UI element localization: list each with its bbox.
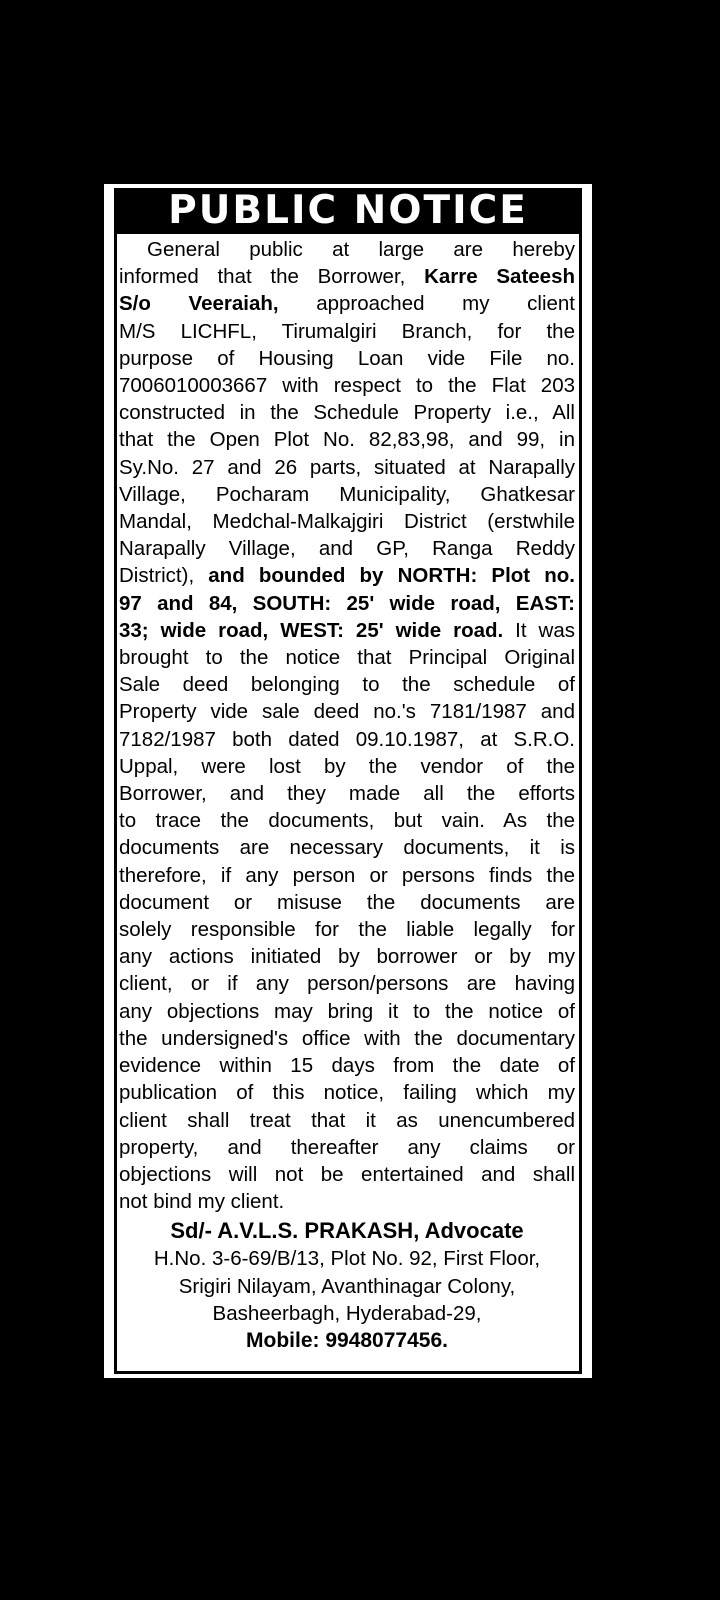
bold-text: 33; wide road, WEST: 25' wide road. [119, 618, 504, 642]
text-segment: District), [119, 564, 209, 588]
text-segment: evidence within 15 days from the date of [119, 1054, 575, 1078]
text-segment: any actions initiated by borrower or by my [119, 945, 575, 969]
notice-line [119, 998, 575, 1025]
address-line: Basheerbagh, Hyderabad-29, [212, 1301, 482, 1325]
notice-line [119, 426, 575, 453]
notice-line [119, 834, 575, 861]
signatory-name: Sd/- A.V.L.S. PRAKASH, Advocate [170, 1218, 524, 1244]
text-segment: publication of this notice, failing which my [119, 1081, 575, 1105]
notice-line [119, 1079, 575, 1106]
text-segment: 7182/1987 both dated 09.10.1987, at S.R.O. [119, 727, 575, 751]
notice-line [119, 535, 575, 562]
text-segment: approached my client [278, 292, 575, 316]
notice-line [119, 1161, 575, 1188]
notice-line [119, 1107, 575, 1134]
notice-line [119, 807, 575, 834]
text-segment: Sy.No. 27 and 26 parts, situated at Narapally [119, 455, 575, 479]
notice-frame [114, 188, 582, 1374]
notice-line [119, 753, 575, 780]
text-segment: that the Open Plot No. 82,83,98, and 99, in [119, 428, 575, 452]
text-segment: Sale deed belonging to the schedule of [119, 673, 575, 697]
text-segment: Property vide sale deed no.'s 7181/1987 and [119, 700, 575, 724]
bold-text: 97 and 84, SOUTH: 25' wide road, EAST: [119, 591, 575, 615]
notice-line [119, 862, 575, 889]
public-notice-clipping [104, 184, 592, 1378]
bold-text: S/o Veeraiah, [119, 292, 279, 316]
text-segment: client shall treat that it as unencumbered [119, 1108, 575, 1132]
mobile-number: Mobile: 9948077456. [246, 1328, 448, 1352]
notice-line [119, 916, 575, 943]
text-segment: documents are necessary documents, it is [119, 836, 575, 860]
notice-line [119, 671, 575, 698]
notice-line [119, 318, 575, 345]
notice-line [119, 399, 575, 426]
text-segment: to trace the documents, but vain. As the [119, 809, 575, 833]
text-segment: M/S LICHFL, Tirumalgiri Branch, for the [119, 319, 575, 343]
notice-line [119, 562, 575, 589]
text-segment: any objections may bring it to the notice of [119, 999, 575, 1023]
text-segment: Village, Pocharam Municipality, Ghatkesar [119, 482, 575, 506]
text-segment: 7006010003667 with respect to the Flat 203 [119, 374, 575, 398]
notice-line [119, 617, 575, 644]
text-segment: constructed in the Schedule Property i.e., All [119, 401, 575, 425]
text-segment: Mandal, Medchal-Malkajgiri District (erstwhile [119, 510, 575, 534]
text-segment: the undersigned's office with the documentary [119, 1026, 575, 1050]
notice-line [119, 1134, 575, 1161]
notice-line [119, 889, 575, 916]
notice-line [119, 970, 575, 997]
notice-line [119, 508, 575, 535]
text-segment: property, and thereafter any claims or [119, 1135, 575, 1159]
notice-line [119, 290, 575, 317]
notice-title: PUBLIC NOTICE [117, 188, 579, 234]
address-line: H.No. 3-6-69/B/13, Plot No. 92, First Floor, [153, 1247, 541, 1271]
bold-text: and bounded by NORTH: Plot no. [208, 564, 575, 588]
notice-line [119, 1188, 575, 1215]
text-segment: client, or if any person/persons are having [119, 972, 575, 996]
bold-text: Karre Sateesh [424, 265, 575, 289]
text-segment: not bind my client. [119, 1190, 285, 1214]
text-segment: solely responsible for the liable legally for [119, 918, 575, 942]
notice-line [119, 780, 575, 807]
notice-line [119, 345, 575, 372]
notice-body [119, 236, 575, 1215]
notice-line [119, 590, 575, 617]
notice-line [119, 263, 575, 290]
notice-line [119, 454, 575, 481]
notice-line [119, 644, 575, 671]
address-line: Srigiri Nilayam, Avanthinagar Colony, [178, 1274, 516, 1298]
text-segment: objections will not be entertained and shall [119, 1162, 575, 1186]
notice-line [119, 1025, 575, 1052]
text-segment: brought to the notice that Principal Original [119, 646, 575, 670]
notice-line [119, 698, 575, 725]
text-segment: purpose of Housing Loan vide File no. [119, 346, 575, 370]
text-segment: Narapally Village, and GP, Ranga Reddy [119, 537, 575, 561]
text-segment: informed that the Borrower, [119, 265, 425, 289]
text-segment: Borrower, and they made all the efforts [119, 782, 575, 806]
notice-line [119, 481, 575, 508]
text-segment: General public at large are hereby [147, 238, 575, 261]
notice-line [119, 1052, 575, 1079]
signature-block [119, 1217, 575, 1355]
notice-line [119, 372, 575, 399]
text-segment: Uppal, were lost by the vendor of the [119, 754, 575, 778]
notice-line [119, 943, 575, 970]
text-segment: It was [503, 618, 575, 642]
text-segment: document or misuse the documents are [119, 890, 575, 914]
text-segment: therefore, if any person or persons finds the [119, 863, 575, 887]
notice-line [119, 236, 575, 263]
notice-line [119, 726, 575, 753]
